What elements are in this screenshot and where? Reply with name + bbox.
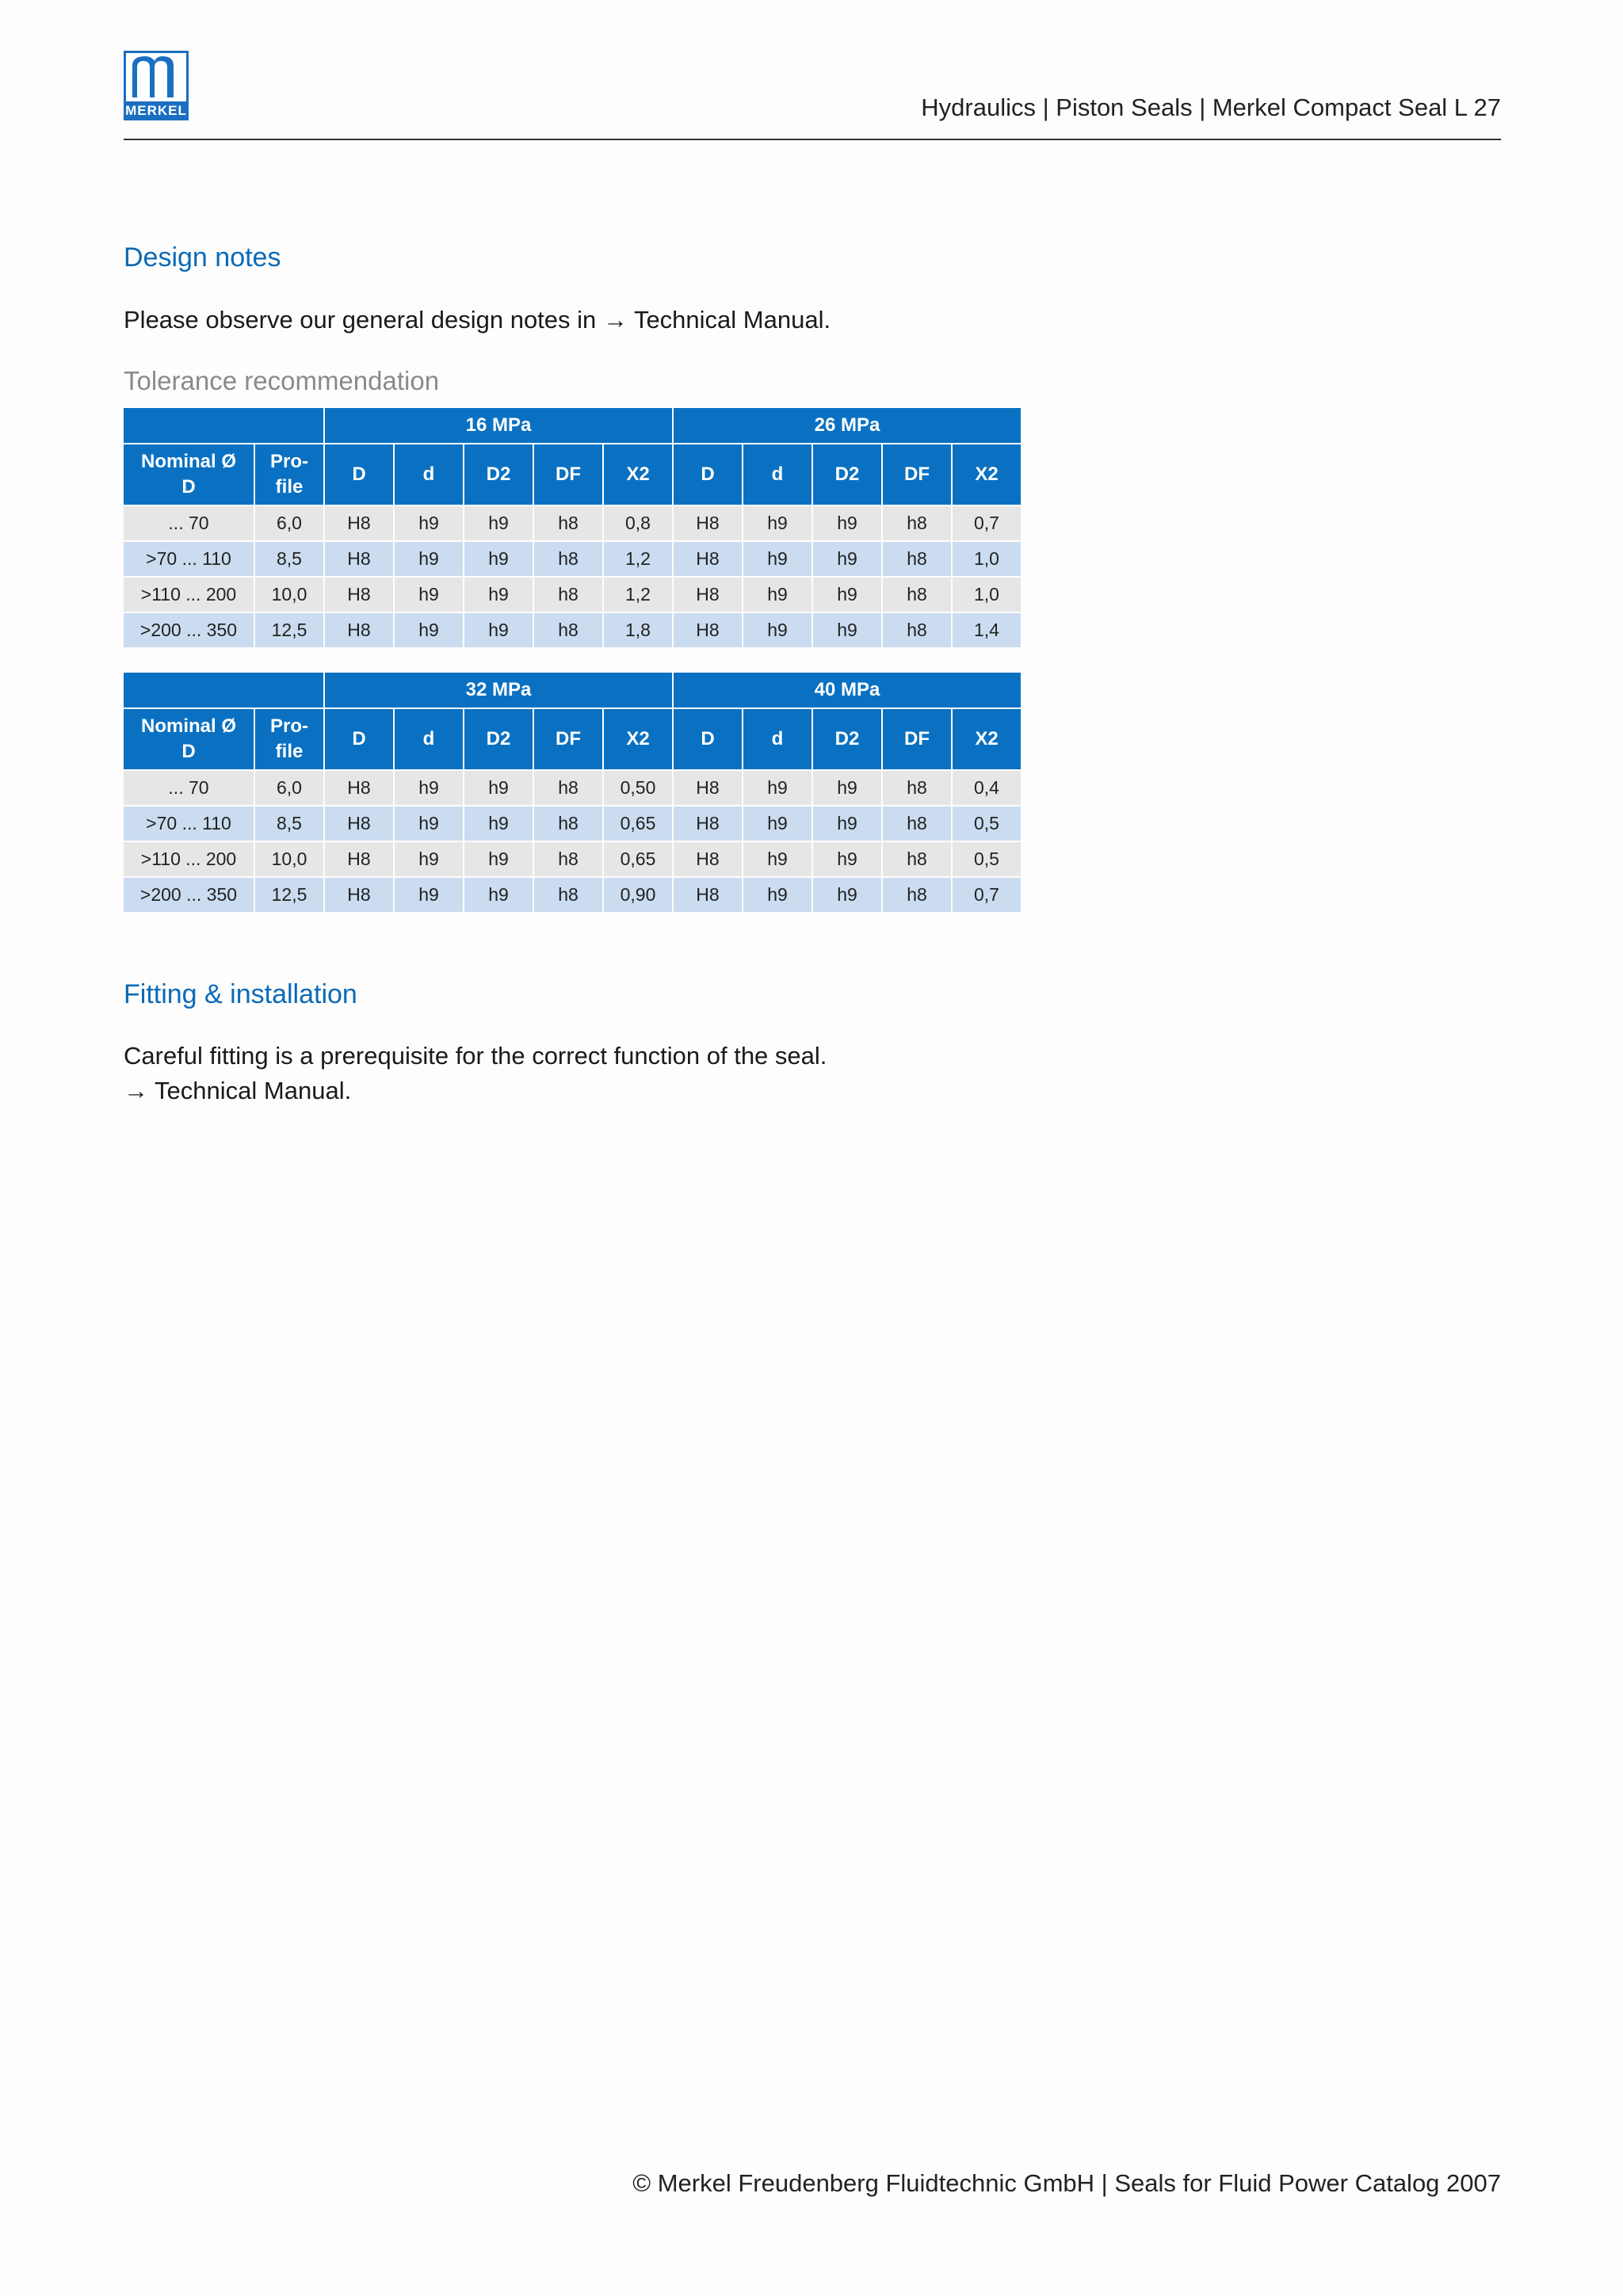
technical-manual-link[interactable]: → Technical Manual. (124, 1077, 352, 1104)
tolerance-cell: h9 (743, 807, 812, 841)
tolerance-cell: h9 (743, 771, 812, 805)
table-row (124, 878, 1021, 912)
tolerance-cell: h9 (464, 613, 533, 647)
pressure-header: 40 MPa (674, 673, 1021, 707)
tolerance-cell: 1,4 (953, 613, 1021, 647)
column-header: DF (883, 444, 951, 505)
tolerance-cell: 0,90 (604, 878, 672, 912)
tolerance-cell: h9 (395, 542, 463, 576)
header-blank-cell (124, 408, 323, 443)
tolerance-table-32-40 (122, 671, 1022, 913)
tolerance-cell: 0,5 (953, 842, 1021, 876)
tolerance-cell: h9 (395, 842, 463, 876)
nominal-diameter-cell: ... 70 (124, 771, 254, 805)
tolerance-cell: 0,4 (953, 771, 1021, 805)
profile-cell: 12,5 (255, 878, 323, 912)
tolerance-cell: H8 (674, 878, 742, 912)
column-header: X2 (953, 444, 1021, 505)
tolerance-cell: h8 (883, 578, 951, 612)
tolerance-cell: 0,50 (604, 771, 672, 805)
tolerance-cell: h9 (743, 506, 812, 540)
column-header: d (743, 709, 812, 769)
tolerance-cell: h8 (883, 842, 951, 876)
tolerance-cell: h9 (813, 842, 881, 876)
tolerance-cell: H8 (325, 613, 393, 647)
design-notes-text: Please observe our general design notes in → Technical Manual. (124, 306, 831, 334)
tolerance-cell: h8 (883, 807, 951, 841)
tolerance-cell: h8 (883, 771, 951, 805)
pressure-header: 32 MPa (325, 673, 672, 707)
design-notes-heading: Design notes (124, 242, 281, 273)
tolerance-cell: h9 (813, 542, 881, 576)
tolerance-cell: h9 (813, 771, 881, 805)
column-header: D (325, 444, 393, 505)
profile-header (255, 444, 323, 505)
tolerance-cell: h8 (883, 613, 951, 647)
table-row (124, 578, 1021, 612)
tolerance-cell: h8 (534, 578, 602, 612)
profile-cell: 6,0 (255, 506, 323, 540)
tolerance-cell: h8 (534, 506, 602, 540)
column-header: d (743, 444, 812, 505)
tolerance-cell: 0,8 (604, 506, 672, 540)
fitting-text-line1: Careful fitting is a prerequisite for the correct function of the seal. (124, 1042, 827, 1070)
column-header: D2 (464, 709, 533, 769)
tolerance-cell: h8 (534, 842, 602, 876)
column-header: X2 (604, 709, 672, 769)
tolerance-cell: h9 (464, 807, 533, 841)
column-header: D (325, 709, 393, 769)
tolerance-cell: h8 (534, 878, 602, 912)
tolerance-cell: H8 (325, 542, 393, 576)
running-header: Hydraulics | Piston Seals | Merkel Compact Seal L 27 (921, 93, 1501, 121)
tolerance-cell: h9 (813, 807, 881, 841)
nominal-label: Nominal Ø D (141, 451, 237, 498)
profile-label: Pro- file (270, 451, 308, 498)
fitting-heading: Fitting & installation (124, 979, 357, 1009)
tolerance-cell: H8 (325, 807, 393, 841)
column-header: X2 (953, 709, 1021, 769)
column-header: D (674, 444, 742, 505)
tolerance-cell: 0,65 (604, 842, 672, 876)
profile-header (255, 709, 323, 769)
profile-cell: 6,0 (255, 771, 323, 805)
tolerance-cell: h9 (464, 542, 533, 576)
tolerance-cell: h8 (534, 771, 602, 805)
tolerance-cell: H8 (674, 506, 742, 540)
tolerance-cell: H8 (674, 542, 742, 576)
tolerance-cell: h9 (464, 842, 533, 876)
tolerance-cell: h8 (534, 807, 602, 841)
logo-wordmark: MERKEL (124, 101, 189, 120)
tolerance-cell: H8 (674, 771, 742, 805)
tolerance-cell: h9 (813, 613, 881, 647)
tolerance-cell: h9 (464, 506, 533, 540)
tolerance-cell: h8 (883, 506, 951, 540)
tolerance-cell: H8 (325, 771, 393, 805)
column-header: X2 (604, 444, 672, 505)
profile-cell: 10,0 (255, 842, 323, 876)
tolerance-cell: H8 (674, 807, 742, 841)
tolerance-cell: H8 (674, 842, 742, 876)
profile-label: Pro- file (270, 715, 308, 762)
pressure-header: 16 MPa (325, 408, 672, 443)
tolerance-cell: h9 (743, 613, 812, 647)
tolerance-cell: 1,0 (953, 542, 1021, 576)
tolerance-cell: H8 (325, 842, 393, 876)
column-header: D (674, 709, 742, 769)
profile-cell: 12,5 (255, 613, 323, 647)
profile-cell: 8,5 (255, 542, 323, 576)
tolerance-cell: h9 (743, 878, 812, 912)
pressure-header: 26 MPa (674, 408, 1021, 443)
tolerance-cell: 1,0 (953, 578, 1021, 612)
tolerance-cell: h9 (395, 878, 463, 912)
nominal-diameter-header (124, 444, 254, 505)
tolerance-cell: h9 (464, 771, 533, 805)
tolerance-cell: H8 (325, 578, 393, 612)
column-header: DF (534, 444, 602, 505)
profile-cell: 8,5 (255, 807, 323, 841)
column-header: d (395, 444, 463, 505)
tolerance-cell: 0,5 (953, 807, 1021, 841)
table-row (124, 613, 1021, 647)
tolerance-cell: h8 (883, 542, 951, 576)
header-blank-cell (124, 673, 323, 707)
tolerance-cell: H8 (325, 506, 393, 540)
tolerance-cell: h9 (464, 878, 533, 912)
nominal-diameter-cell: >200 ... 350 (124, 878, 254, 912)
nominal-diameter-cell: >110 ... 200 (124, 842, 254, 876)
merkel-logo (124, 51, 189, 120)
nominal-diameter-cell: >110 ... 200 (124, 578, 254, 612)
table-row (124, 807, 1021, 841)
tolerance-cell: 1,2 (604, 578, 672, 612)
tolerance-cell: h9 (464, 578, 533, 612)
nominal-diameter-cell: >70 ... 110 (124, 542, 254, 576)
tolerance-cell: h8 (534, 542, 602, 576)
nominal-diameter-cell: >200 ... 350 (124, 613, 254, 647)
tolerance-cell: h9 (395, 578, 463, 612)
tolerance-cell: h9 (395, 807, 463, 841)
column-header: d (395, 709, 463, 769)
tolerance-cell: 0,7 (953, 506, 1021, 540)
column-header: D2 (813, 709, 881, 769)
tolerance-cell: h9 (395, 506, 463, 540)
table-row (124, 771, 1021, 805)
column-header: DF (534, 709, 602, 769)
tolerance-cell: h9 (743, 578, 812, 612)
tolerance-cell: h9 (395, 771, 463, 805)
tolerance-table-16-26 (122, 406, 1022, 649)
nominal-diameter-header (124, 709, 254, 769)
tolerance-cell: h9 (813, 506, 881, 540)
table-row (124, 842, 1021, 876)
tolerance-cell: H8 (674, 578, 742, 612)
tolerance-cell: h8 (534, 613, 602, 647)
column-header: D2 (813, 444, 881, 505)
tolerance-cell: 0,7 (953, 878, 1021, 912)
tolerance-cell: 1,8 (604, 613, 672, 647)
nominal-diameter-cell: >70 ... 110 (124, 807, 254, 841)
tolerance-cell: 1,2 (604, 542, 672, 576)
tolerance-heading: Tolerance recommendation (124, 366, 440, 395)
tolerance-cell: h9 (743, 842, 812, 876)
tolerance-cell: H8 (325, 878, 393, 912)
table-row (124, 506, 1021, 540)
nominal-label: Nominal Ø D (141, 715, 237, 762)
nominal-diameter-cell: ... 70 (124, 506, 254, 540)
tolerance-cell: H8 (674, 613, 742, 647)
column-header: D2 (464, 444, 533, 505)
tolerance-cell: h9 (395, 613, 463, 647)
page-footer: © Merkel Freudenberg Fluidtechnic GmbH | Seals for Fluid Power Catalog 2007 (632, 2169, 1501, 2197)
column-header: DF (883, 709, 951, 769)
tolerance-cell: h9 (743, 542, 812, 576)
profile-cell: 10,0 (255, 578, 323, 612)
merkel-logo-mark (124, 51, 189, 101)
tolerance-cell: h9 (813, 578, 881, 612)
table-row (124, 542, 1021, 576)
tolerance-cell: 0,65 (604, 807, 672, 841)
tolerance-cell: h8 (883, 878, 951, 912)
tolerance-cell: h9 (813, 878, 881, 912)
header-divider (124, 139, 1501, 140)
